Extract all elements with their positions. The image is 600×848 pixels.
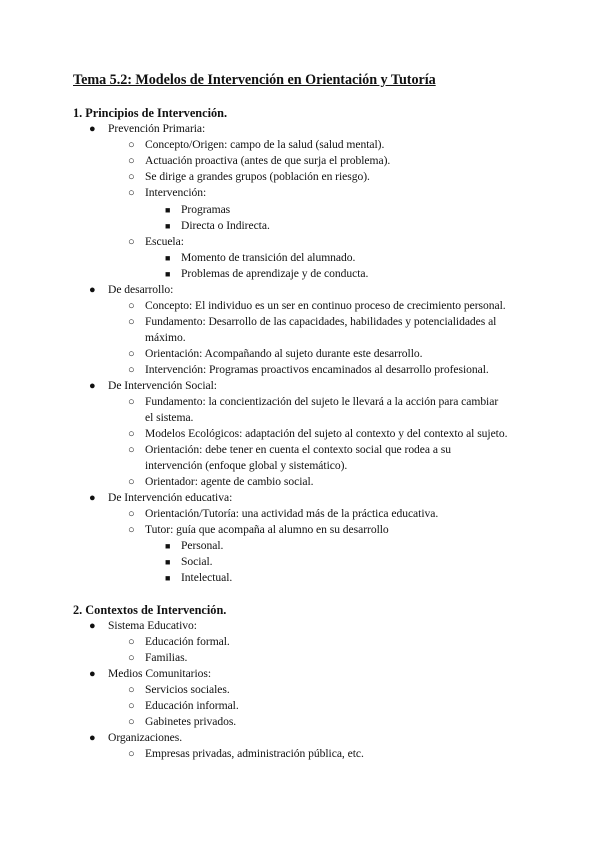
list-item: Directa o Indirecta. bbox=[181, 219, 270, 232]
list-item: Medios Comunitarios: bbox=[108, 667, 212, 680]
document-title: Tema 5.2: Modelos de Intervención en Orientación y Tutoría bbox=[73, 72, 436, 88]
bullet-square-icon: ■ bbox=[165, 205, 171, 215]
bullet-circle-icon: ○ bbox=[128, 444, 135, 456]
bullet-disc-icon: ● bbox=[89, 492, 96, 504]
list-item-continuation: intervención (enfoque global y sistemático). bbox=[145, 459, 348, 472]
list-item: Orientador: agente de cambio social. bbox=[145, 475, 314, 488]
bullet-circle-icon: ○ bbox=[128, 364, 135, 376]
list-item: Educación formal. bbox=[145, 635, 230, 648]
bullet-square-icon: ■ bbox=[165, 253, 171, 263]
list-item: Organizaciones. bbox=[108, 731, 183, 744]
bullet-disc-icon: ● bbox=[89, 380, 96, 392]
bullet-circle-icon: ○ bbox=[128, 171, 135, 183]
bullet-disc-icon: ● bbox=[89, 732, 96, 744]
bullet-circle-icon: ○ bbox=[128, 524, 135, 536]
list-item: Momento de transición del alumnado. bbox=[181, 251, 356, 264]
bullet-square-icon: ■ bbox=[165, 541, 171, 551]
bullet-circle-icon: ○ bbox=[128, 748, 135, 760]
list-item: Programas bbox=[181, 203, 231, 216]
bullet-circle-icon: ○ bbox=[128, 155, 135, 167]
list-item: De Intervención Social: bbox=[108, 379, 217, 392]
bullet-circle-icon: ○ bbox=[128, 508, 135, 520]
list-item: Personal. bbox=[181, 539, 224, 552]
list-item: De Intervención educativa: bbox=[108, 491, 233, 504]
list-item: Fundamento: la concientización del sujeto le llevará a la acción para cambiar bbox=[145, 395, 499, 408]
list-item: Fundamento: Desarrollo de las capacidades, habilidades y potencialidades al bbox=[145, 315, 497, 328]
list-item: Sistema Educativo: bbox=[108, 619, 197, 632]
list-item: Concepto/Origen: campo de la salud (salud mental). bbox=[145, 138, 385, 151]
list-item-continuation: máximo. bbox=[145, 331, 186, 344]
bullet-circle-icon: ○ bbox=[128, 476, 135, 488]
list-item: Orientación: Acompañando al sujeto durante este desarrollo. bbox=[145, 347, 423, 360]
list-item: Empresas privadas, administración pública, etc. bbox=[145, 747, 364, 760]
bullet-circle-icon: ○ bbox=[128, 716, 135, 728]
list-item: Prevención Primaria: bbox=[108, 122, 206, 135]
bullet-square-icon: ■ bbox=[165, 573, 171, 583]
bullet-square-icon: ■ bbox=[165, 221, 171, 231]
list-item: Familias. bbox=[145, 651, 188, 664]
list-item: Concepto: El individuo es un ser en continuo proceso de crecimiento personal. bbox=[145, 299, 506, 312]
section-heading-contextos: 2. Contextos de Intervención. bbox=[73, 603, 227, 617]
bullet-circle-icon: ○ bbox=[128, 348, 135, 360]
bullet-circle-icon: ○ bbox=[128, 139, 135, 151]
list-item: Servicios sociales. bbox=[145, 683, 230, 696]
list-item: Actuación proactiva (antes de que surja el problema). bbox=[145, 154, 391, 167]
list-item: Social. bbox=[181, 555, 213, 568]
list-item: Tutor: guía que acompaña al alumno en su desarrollo bbox=[145, 523, 389, 536]
list-item: Problemas de aprendizaje y de conducta. bbox=[181, 267, 369, 280]
bullet-circle-icon: ○ bbox=[128, 700, 135, 712]
bullet-disc-icon: ● bbox=[89, 668, 96, 680]
bullet-disc-icon: ● bbox=[89, 284, 96, 296]
bullet-disc-icon: ● bbox=[89, 123, 96, 135]
list-item: Se dirige a grandes grupos (población en riesgo). bbox=[145, 170, 370, 183]
list-item: Intervención: Programas proactivos encaminados al desarrollo profesional. bbox=[145, 363, 489, 376]
list-item: Orientación: debe tener en cuenta el contexto social que rodea a su bbox=[145, 443, 452, 456]
bullet-circle-icon: ○ bbox=[128, 428, 135, 440]
list-item: De desarrollo: bbox=[108, 283, 174, 296]
bullet-disc-icon: ● bbox=[89, 620, 96, 632]
bullet-circle-icon: ○ bbox=[128, 652, 135, 664]
bullet-circle-icon: ○ bbox=[128, 396, 135, 408]
bullet-square-icon: ■ bbox=[165, 557, 171, 567]
section-heading-principios: 1. Principios de Intervención. bbox=[73, 106, 228, 120]
list-item: Intelectual. bbox=[181, 571, 233, 584]
bullet-circle-icon: ○ bbox=[128, 187, 135, 199]
list-item: Educación informal. bbox=[145, 699, 239, 712]
bullet-circle-icon: ○ bbox=[128, 636, 135, 648]
list-item-continuation: el sistema. bbox=[145, 411, 194, 424]
bullet-circle-icon: ○ bbox=[128, 684, 135, 696]
bullet-square-icon: ■ bbox=[165, 269, 171, 279]
bullet-circle-icon: ○ bbox=[128, 236, 135, 248]
list-item: Orientación/Tutoría: una actividad más de la práctica educativa. bbox=[145, 507, 439, 520]
list-item: Modelos Ecológicos: adaptación del sujeto al contexto y del contexto al sujeto. bbox=[145, 427, 508, 440]
list-item: Escuela: bbox=[145, 235, 184, 248]
list-item: Intervención: bbox=[145, 186, 207, 199]
list-item: Gabinetes privados. bbox=[145, 715, 237, 728]
bullet-circle-icon: ○ bbox=[128, 316, 135, 328]
bullet-circle-icon: ○ bbox=[128, 300, 135, 312]
